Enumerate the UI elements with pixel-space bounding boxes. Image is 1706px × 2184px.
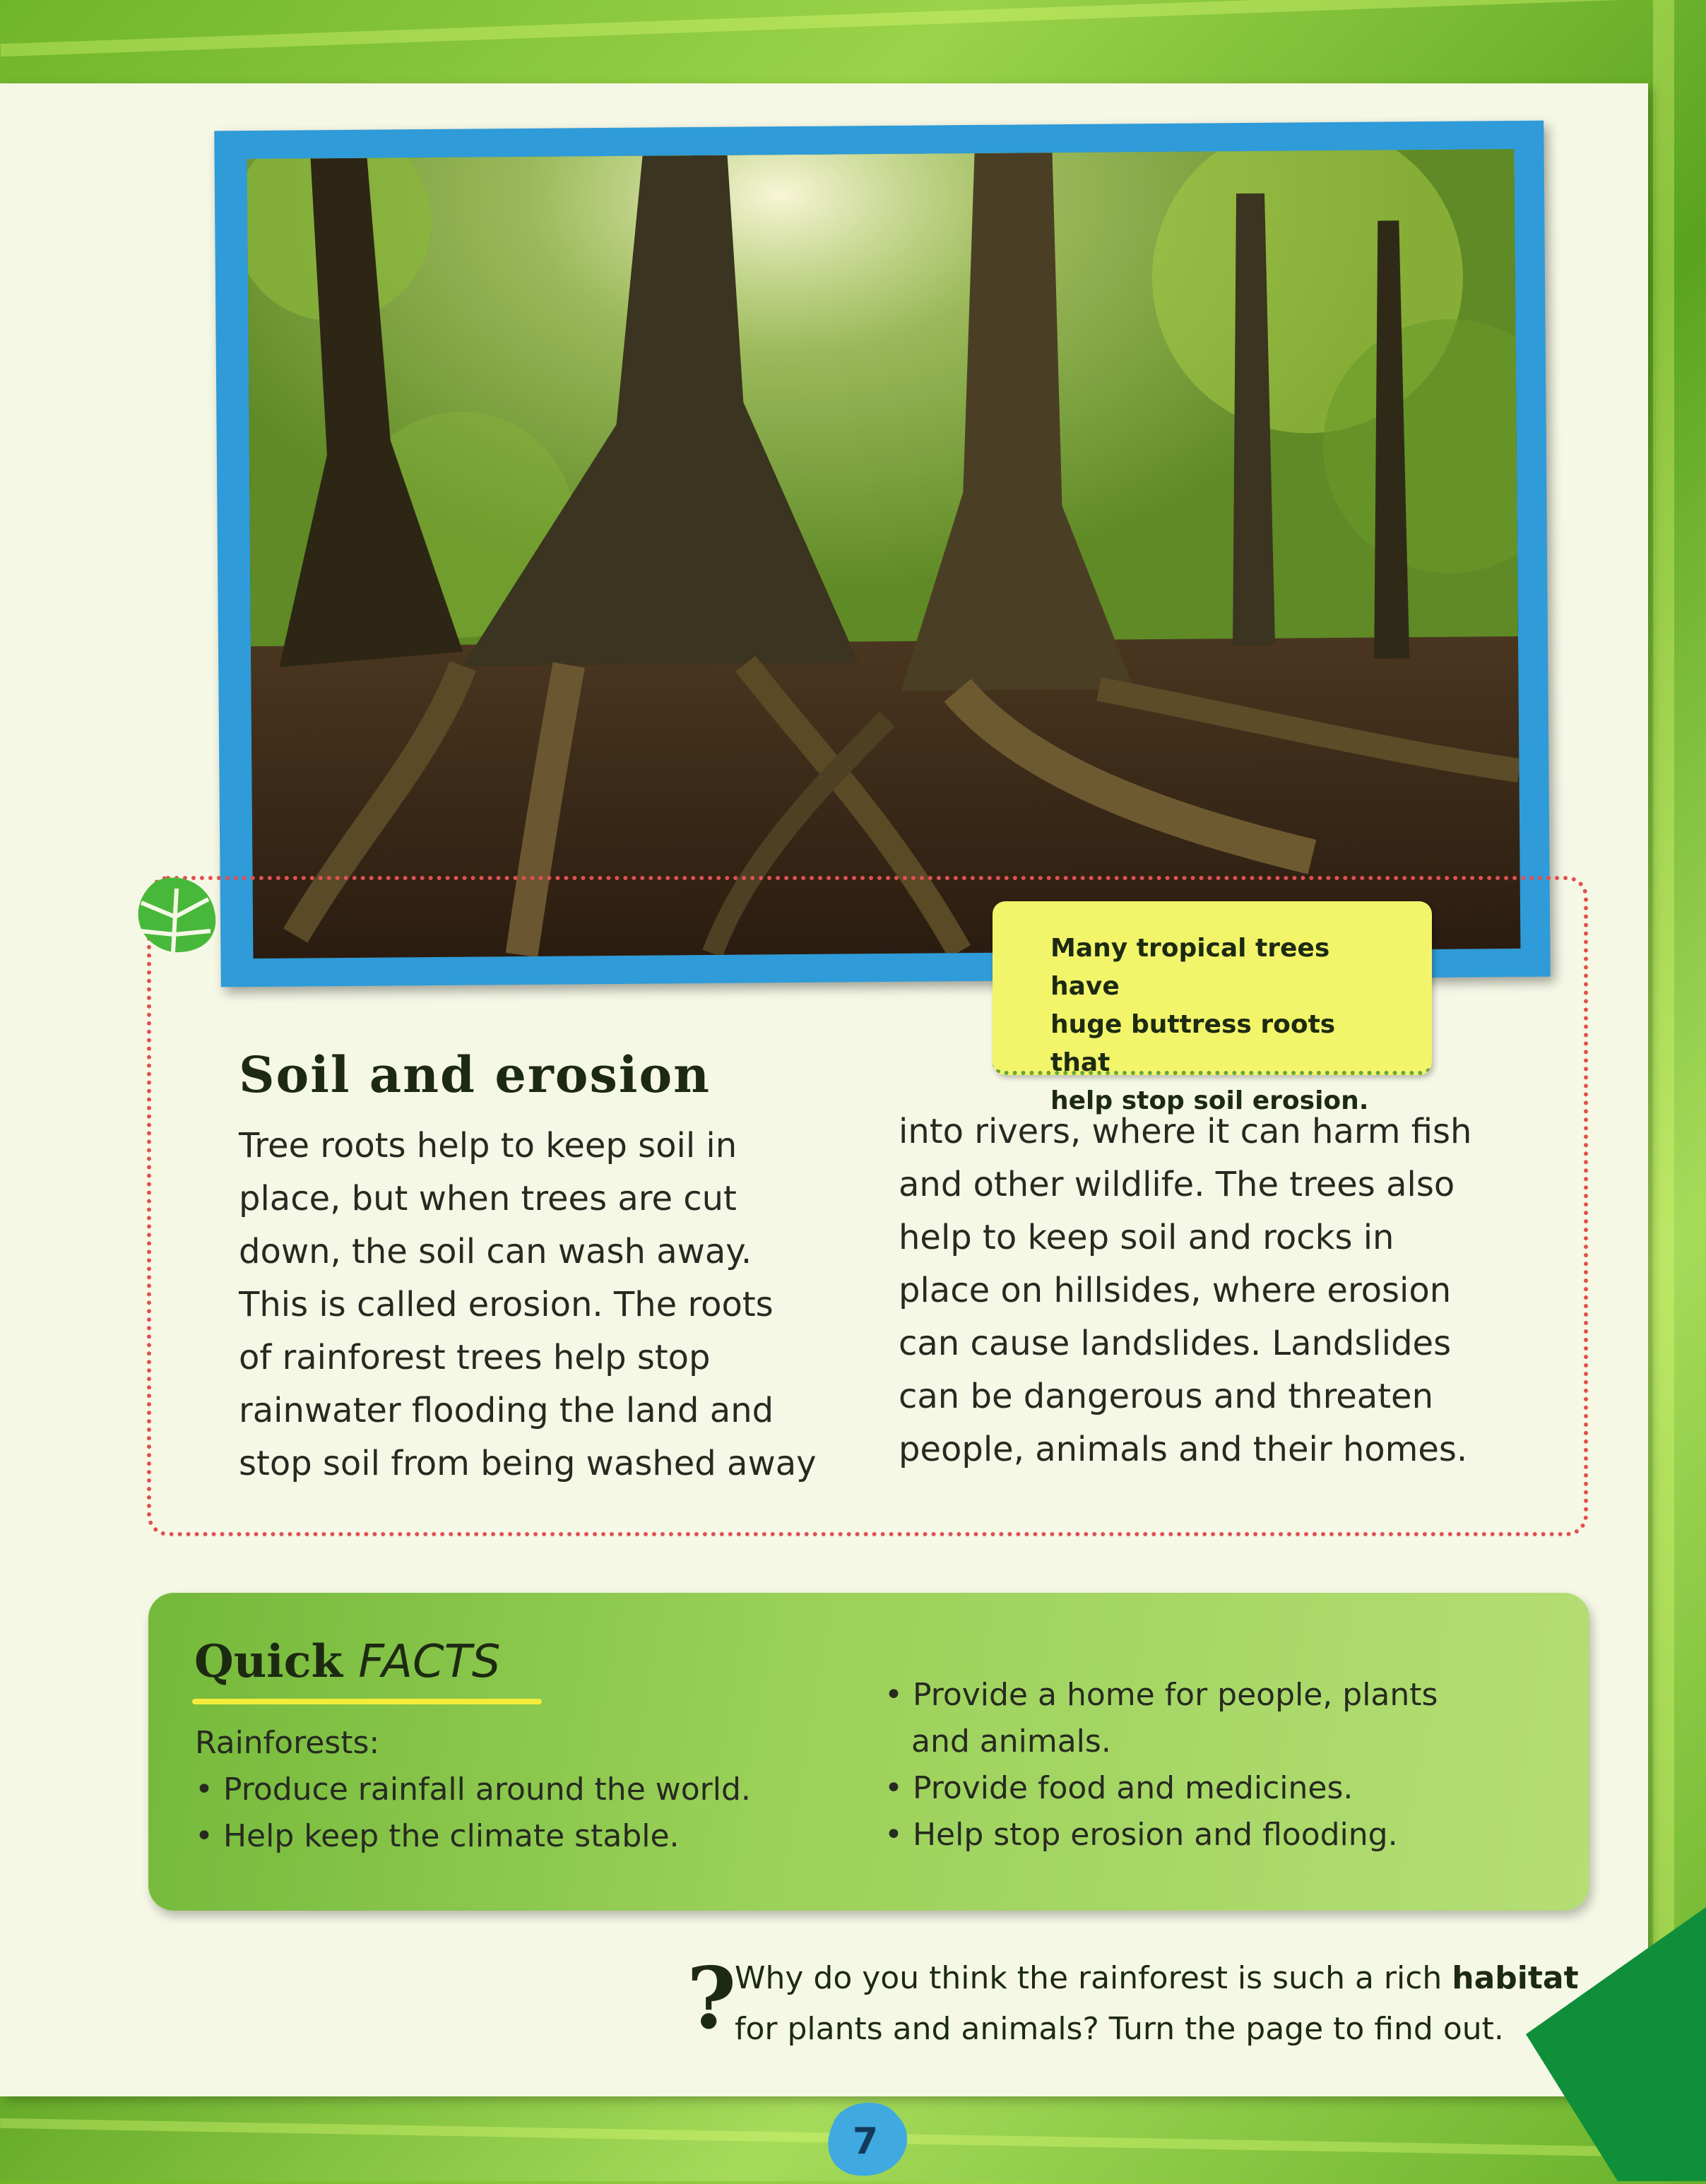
- body-line: Tree roots help to keep soil in: [239, 1126, 738, 1165]
- caption-line: Many tropical trees have: [1050, 934, 1330, 1001]
- body-line: rainwater flooding the land and: [239, 1391, 774, 1430]
- body-right-column: [899, 1105, 1471, 1476]
- page-turn-corner-icon[interactable]: [1519, 1907, 1706, 2181]
- body-line: help to keep soil and rocks in: [899, 1218, 1394, 1257]
- question-highlight-word: habitat: [1452, 1960, 1579, 1996]
- leaf-texture: [1653, 0, 1674, 2181]
- photo-frame: [214, 121, 1550, 987]
- body-line: can cause landslides. Landslides: [899, 1324, 1452, 1363]
- section-title: Soil and erosion: [239, 1045, 711, 1104]
- quick-facts-intro: Rainforests:: [195, 1725, 380, 1761]
- body-left-column: [239, 1120, 817, 1490]
- quick-facts-box: [148, 1593, 1589, 1911]
- quick-facts-underline: [192, 1699, 542, 1704]
- page-number: 7: [852, 2120, 879, 2163]
- body-line: stop soil from being washed away: [239, 1444, 817, 1483]
- fact-bullet: • Provide food and medicines.: [884, 1770, 1353, 1806]
- quick-facts-title-italic: FACTS: [358, 1636, 501, 1688]
- quick-facts-title: [194, 1635, 500, 1688]
- fact-bullet: • Help keep the climate stable.: [195, 1818, 680, 1854]
- body-line: and other wildlife. The trees also: [899, 1165, 1455, 1204]
- photo-caption: [993, 901, 1432, 1115]
- caption-line: huge buttress roots that: [1050, 1010, 1336, 1077]
- body-line: place on hillsides, where erosion: [899, 1271, 1452, 1310]
- quick-facts-right-column: [884, 1672, 1506, 1858]
- question-line-1: [735, 1953, 1579, 2004]
- fact-bullet: • Provide a home for people, plants and animals.: [884, 1677, 1438, 1759]
- leaf-texture: [0, 0, 1705, 57]
- body-line: This is called erosion. The roots: [239, 1285, 774, 1324]
- rainforest-illustration: [247, 149, 1521, 959]
- body-line: people, animals and their homes.: [899, 1430, 1468, 1469]
- caption-line: help stop soil erosion.: [1050, 1086, 1369, 1115]
- question-prompt: [735, 1953, 1579, 2055]
- body-line: into rivers, where it can harm fish: [899, 1112, 1472, 1151]
- monstera-leaf-icon: [127, 874, 219, 959]
- fact-bullet: • Help stop erosion and flooding.: [884, 1817, 1398, 1853]
- body-line: down, the soil can wash away.: [239, 1232, 752, 1271]
- body-line: can be dangerous and threaten: [899, 1377, 1433, 1416]
- question-line-2: for plants and animals? Turn the page to find out.: [735, 2011, 1504, 2047]
- body-line: place, but when trees are cut: [239, 1179, 737, 1218]
- body-line: of rainforest trees help stop: [239, 1338, 711, 1377]
- quick-facts-title-plain: Quick: [194, 1635, 343, 1688]
- quick-facts-left-column: [195, 1720, 831, 1860]
- rainforest-photo: [247, 149, 1521, 959]
- fact-bullet: • Produce rainfall around the world.: [195, 1771, 751, 1808]
- question-mark-icon: ?: [687, 1949, 737, 2048]
- question-line-1-text: Why do you think the rainforest is such a rich: [735, 1960, 1452, 1996]
